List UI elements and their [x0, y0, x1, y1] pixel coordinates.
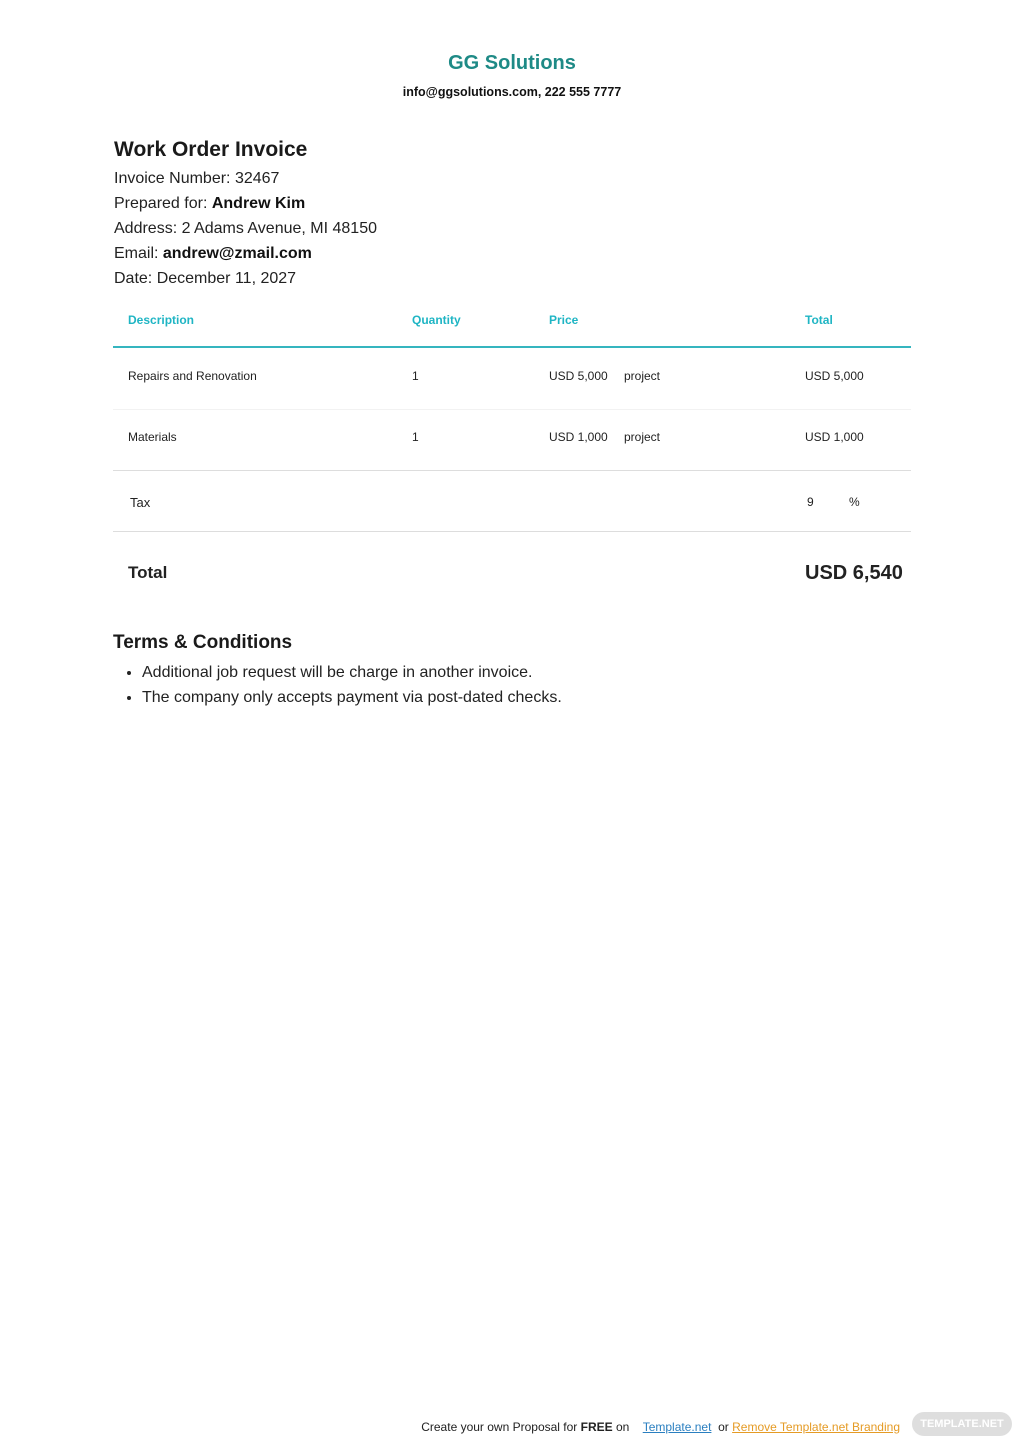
- header-total: Total: [805, 313, 833, 327]
- row1-unit: project: [624, 369, 661, 383]
- footer-on: on: [616, 1420, 630, 1434]
- template-net-badge[interactable]: TEMPLATE.NET: [912, 1412, 1012, 1436]
- label: Address:: [114, 220, 178, 237]
- row2-unit: project: [624, 430, 661, 444]
- invoice-number: [114, 170, 279, 188]
- email: [114, 245, 312, 263]
- invoice-title: Work Order Invoice: [114, 138, 308, 161]
- date: [114, 270, 296, 288]
- header-divider: [113, 346, 911, 348]
- header-quantity: Quantity: [412, 313, 461, 327]
- terms-item: • The company only accepts payment via post-dated checks.: [142, 685, 562, 710]
- terms-title: Terms & Conditions: [113, 632, 293, 653]
- footer-text: Create your own Proposal for: [421, 1420, 578, 1434]
- header-price: Price: [549, 313, 579, 327]
- row1-description: Repairs and Renovation: [128, 369, 257, 383]
- row1-price: USD 5,000: [549, 369, 608, 383]
- label: Email:: [114, 245, 159, 262]
- label: Prepared for:: [114, 195, 208, 212]
- value: Andrew Kim: [211, 195, 306, 212]
- template-net-link[interactable]: Template.net: [642, 1420, 712, 1434]
- header-description: Description: [128, 313, 195, 327]
- row-divider: [113, 409, 911, 410]
- row2-price: USD 1,000: [549, 430, 608, 444]
- terms-list: [142, 660, 562, 710]
- footer-or: or: [718, 1420, 729, 1434]
- row-divider: [113, 531, 911, 532]
- row1-quantity: 1: [412, 369, 419, 383]
- value: 32467: [234, 170, 280, 187]
- row2-description: Materials: [128, 430, 177, 444]
- total-value: USD 6,540: [805, 562, 903, 584]
- label: Invoice Number:: [114, 170, 231, 187]
- total-label: Total: [128, 563, 168, 582]
- row-divider: [113, 470, 911, 471]
- row2-quantity: 1: [412, 430, 419, 444]
- tax-label: Tax: [130, 495, 151, 510]
- terms-item: • Additional job request will be charge in another invoice.: [142, 660, 562, 685]
- prepared-for: [114, 195, 305, 213]
- value: December 11, 2027: [156, 270, 297, 287]
- tax-unit: %: [849, 495, 860, 509]
- remove-branding-link[interactable]: Remove Template.net Branding: [732, 1420, 900, 1434]
- address: [114, 220, 377, 238]
- row2-total: USD 1,000: [805, 430, 864, 444]
- tax-value: 9: [807, 495, 814, 509]
- value: 2 Adams Avenue, MI 48150: [181, 220, 377, 237]
- label: Date:: [114, 270, 153, 287]
- footer-free: FREE: [580, 1420, 613, 1434]
- company-name: GG Solutions: [448, 52, 576, 74]
- footer: [421, 1420, 900, 1434]
- row1-total: USD 5,000: [805, 369, 864, 383]
- company-contact: info@ggsolutions.com, 222 555 7777: [402, 85, 622, 99]
- value: andrew@zmail.com: [162, 245, 312, 262]
